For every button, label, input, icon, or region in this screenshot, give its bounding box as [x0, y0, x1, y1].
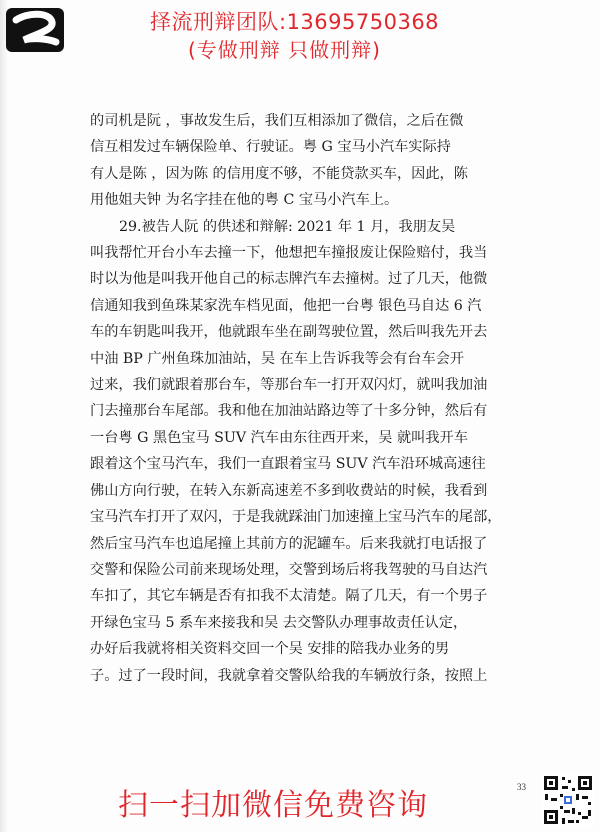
text-line: 佛山方向行驶，在转入东新高速差不多到收费站的时候，我看到: [90, 482, 488, 499]
text-line: 开绿色宝马 5 系车来接我和吴 去交警队办理事故责任认定，: [90, 614, 468, 631]
text-line: 29.被告人阮 的供述和辩解: 2021 年 1 月，我朋友吴: [119, 218, 456, 235]
text-line: 车的车钥匙叫我开，他就跟车坐在副驾驶位置，然后叫我先开去: [90, 324, 488, 341]
page-edge-shadow: [0, 0, 8, 832]
text-line: 信通知我到鱼珠某家洗车档见面，他把一台粤 银色马自达 6 汽: [90, 297, 482, 314]
document-body: [90, 108, 522, 689]
text-line: 时以为他是叫我开他自己的标志牌汽车去撞树。过了几天，他微: [90, 271, 488, 288]
text-line: 宝马汽车打开了双闪，于是我就踩油门加速撞上宝马汽车的尾部，: [90, 509, 502, 526]
text-line: 车扣了，其它车辆是否有扣我不太清楚。隔了几天，有一个男子: [90, 588, 488, 605]
text-line: 门去撞那台车尾部。我和他在加油站路边等了十多分钟，然后有: [90, 403, 488, 420]
brand-logo-icon: [6, 8, 64, 52]
paragraph-1: [90, 108, 522, 214]
text-line: 然后宝马汽车也追尾撞上其前方的泥罐车。后来我就打电话报了: [90, 535, 488, 552]
text-line: 的司机是阮 ，事故发生后，我们互相添加了微信，之后在微: [90, 113, 464, 129]
text-line: 过来，我们就跟着那台车，等那台车一打开双闪灯，就叫我加油: [90, 377, 488, 394]
text-line: 一台粤 G 黑色宝马 SUV 汽车由东往西开来，吴 就叫我开车: [90, 429, 468, 446]
footer-cta-text: 扫一扫加微信免费咨询: [118, 788, 428, 823]
text-line: 信互相发过车辆保险单、行驶证。粤 G 宝马小汽车实际持: [90, 139, 451, 156]
header-tagline: (专做刑辩 只做刑辩): [188, 38, 381, 62]
text-line: 用他姐夫钟 为名字挂在他的粤 C 宝马小汽车上。: [90, 192, 399, 209]
text-line: 子。过了一段时间，我就拿着交警队给我的车辆放行条，按照上: [90, 667, 488, 684]
page-number: 33: [517, 782, 526, 792]
text-line: 有人是陈 ，因为陈 的信用度不够，不能贷款买车，因此，陈: [90, 165, 468, 182]
text-line: 跟着这个宝马汽车，我们一直跟着宝马 SUV 汽车沿环城高速往: [90, 456, 486, 473]
wechat-qr-code-icon[interactable]: [542, 774, 594, 826]
paragraph-2: [90, 214, 522, 689]
text-line: 叫我帮忙开台小车去撞一下，他想把车撞报废让保险赔付，我当: [90, 245, 488, 262]
text-line: 办好后我就将相关资料交回一个吴 安排的陪我办业务的男: [90, 641, 450, 658]
text-line: 交警和保险公司前来现场处理，交警到场后将我驾驶的马自达汽: [90, 561, 488, 578]
text-line: 中油 BP 广州鱼珠加油站，吴 在车上告诉我等会有台车会开: [90, 350, 465, 367]
header-contact-line: 择流刑辩团队:13695750368: [150, 10, 440, 34]
